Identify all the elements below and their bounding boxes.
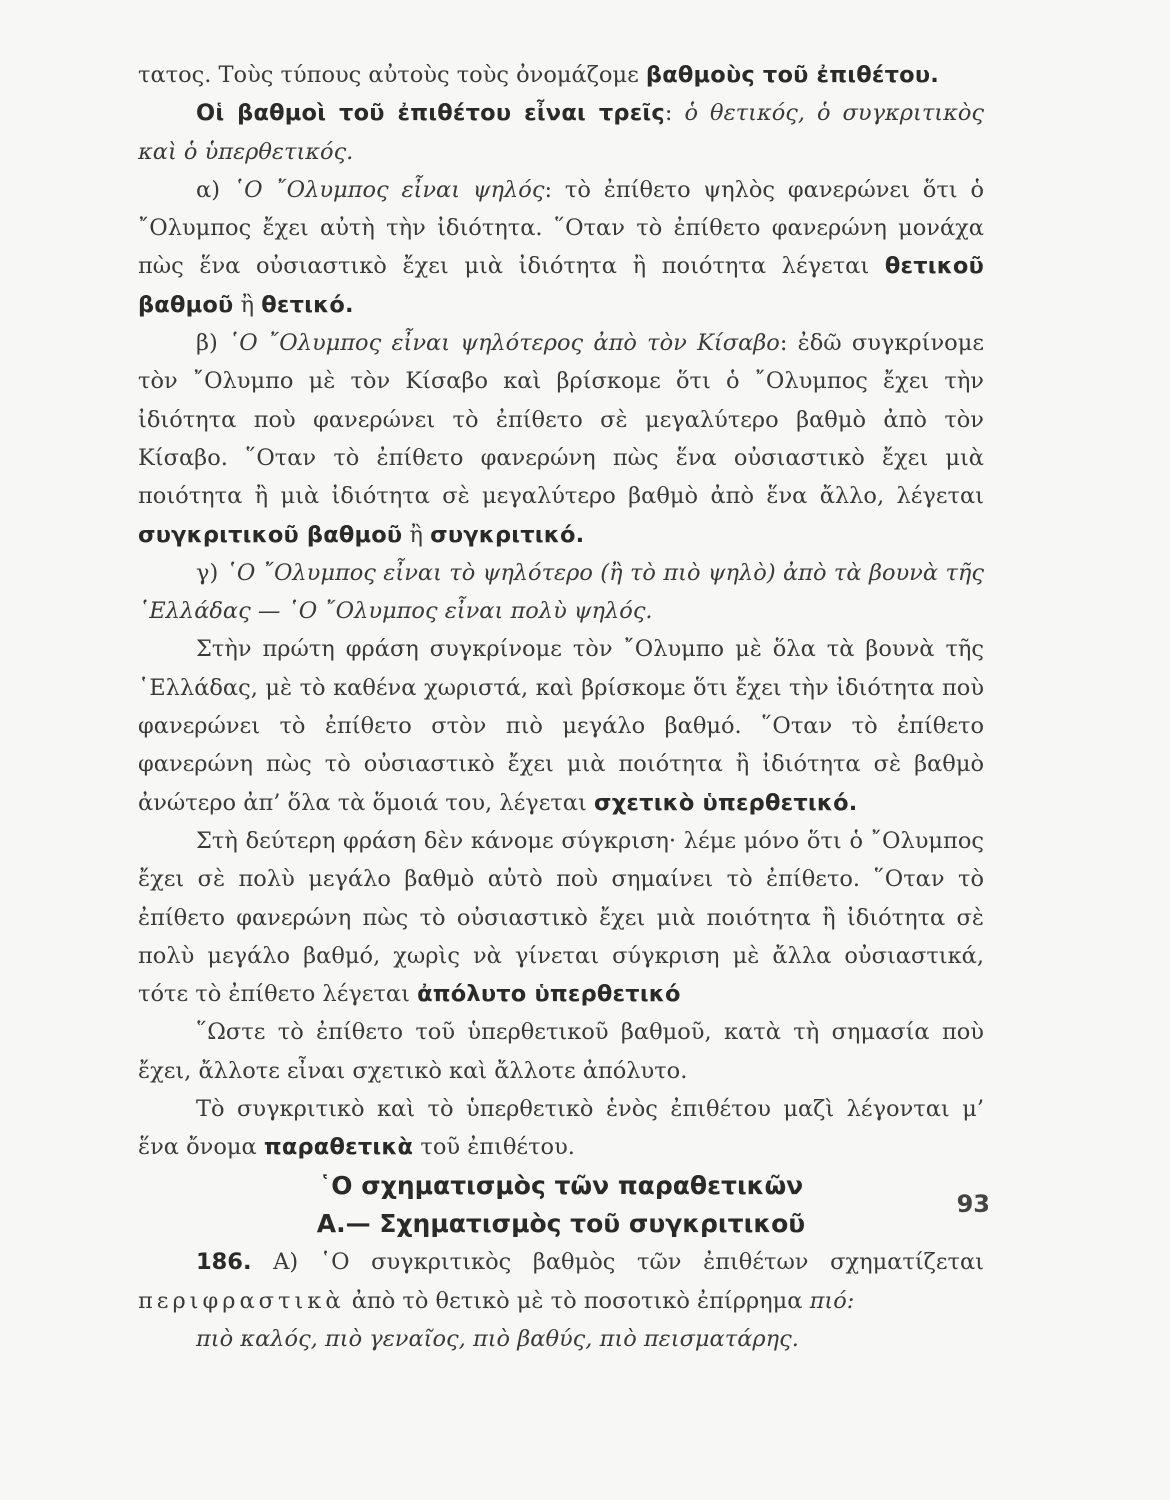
italic-example: πιὸ καλός, πιὸ γεναῖος, πιὸ βαθύς, πιὸ πεισματάρης. (196, 1325, 799, 1352)
text-span: α) (196, 176, 233, 203)
paragraph-6 (138, 822, 984, 1013)
paragraph-5 (138, 630, 984, 821)
bold-term: βαθμοὺς τοῦ ἐπιθέτου. (645, 62, 939, 88)
text-span: Στὴ δεύτερη φράση δὲν κάνομε σύγκριση· λέμε μόνο ὅτι ὁ ῎Ολυμπος ἔχει σὲ πολὺ μεγάλο βαθμὸ αὐτὸ ποὺ σημαίνει τὸ ἐπίθετο. ῞Οταν τὸ ἐπίθετο φανερώνη πὼς τὸ οὐσιαστικὸ ἔχει μιὰ ποιότητα ἢ ἰδιότητα σὲ πολὺ μεγάλο βαθμό, χωρὶς νὰ γίνεται σύγκριση μὲ ἄλλα οὐσιαστικά, τότε τὸ ἐπίθετο λέγεται (138, 827, 984, 1008)
paragraph-0 (138, 56, 984, 94)
paragraph-2 (138, 171, 984, 324)
paragraph-1 (138, 94, 984, 171)
paragraph-7 (138, 1013, 984, 1090)
text-span: Τὸ συγκριτικὸ καὶ τὸ ὑπερθετικὸ ἑνὸς ἐπιθέτου μαζὶ λέγονται μ’ ἕνα ὄνομα (138, 1096, 984, 1161)
text-span: τατος. Τοὺς τύπους αὐτοὺς τοὺς ὀνομάζομε (138, 62, 646, 88)
bold-term: παραθετικὰ (263, 1134, 414, 1161)
text-span: : (664, 100, 685, 127)
spaced-term: περιφραστικὰ (138, 1287, 345, 1314)
paragraph-4 (138, 554, 984, 631)
text-span: : τὸ ἐπίθετο ψηλὸς φανερώνει ὅτι ὁ ῎Ολυμπος ἔχει αὐτὴ τὴν ἰδιότητα. ῞Οταν τὸ ἐπίθετο φανερώνη μονάχα πὼς ἕνα οὐσιαστικὸ ἔχει μιὰ ἰδιότητα ἢ ποιότητα λέγεται (138, 176, 985, 280)
text-span: : ἐδῶ συγκρίνομε τὸν ῎Ολυμπο μὲ τὸν Κίσαβο καὶ βρίσκομε ὅτι ὁ ῎Ολυμπος ἔχει τὴν ἰδιότητα ποὺ φανερώνει τὸ ἐπίθετο σὲ μεγαλύτερο βαθμὸ ἀπὸ τὸν Κίσαβο. ῞Οταν τὸ ἐπίθετο φανερώνη πὼς ἕνα οὐσιαστικὸ ἔχει μιὰ ποιότητα ἢ μιὰ ἰδιότητα σὲ μεγαλύτερο βαθμὸ ἀπὸ ἕνα ἄλλο, λέγεται (138, 330, 984, 510)
examples-line (138, 1320, 984, 1358)
bold-term: Οἱ βαθμοὶ τοῦ ἐπιθέτου εἶναι τρεῖς (196, 100, 665, 127)
text-span: ἢ (233, 291, 262, 318)
paragraph-8 (138, 1090, 984, 1167)
text-span: ῞Ωστε τὸ ἐπίθετο τοῦ ὑπερθετικοῦ βαθμοῦ, κατὰ τὴ σημασία ποὺ ἔχει, ἄλλοτε εἶναι σχετικὸ καὶ ἄλλοτε ἀπόλυτο. (138, 1019, 984, 1084)
italic-example: ῾Ο ῎Ολυμπος εἶναι ψηλότερος ἀπὸ τὸν Κίσαβο (228, 330, 780, 357)
page-number: 93 (956, 1190, 990, 1218)
bold-term: συγκριτικό. (430, 521, 585, 548)
italic-text: πιό: (809, 1287, 855, 1314)
text-span: Α) ῾Ο συγκριτικὸς βαθμὸς τῶν ἐπιθέτων σχηματίζεται (251, 1249, 984, 1276)
text-span: β) (196, 330, 229, 357)
paragraph-number: 186. (196, 1249, 252, 1276)
text-span: τοῦ ἐπιθέτου. (413, 1134, 575, 1161)
paragraph-3 (138, 324, 984, 554)
text-span: ἢ (402, 521, 431, 548)
body-text (138, 56, 984, 1358)
italic-text: ὁ θετικός, ὁ συγκριτικὸς καὶ ὁ ὑπερθετικός. (138, 100, 985, 165)
italic-example: ῾Ο ῎Ολυμπος εἶναι ψηλός (232, 176, 545, 203)
bold-term: θετικοῦ βαθμοῦ (138, 253, 984, 318)
paragraph-186 (138, 1243, 984, 1320)
text-span: ἀπὸ τὸ θετικὸ μὲ τὸ ποσοτικὸ ἐπίρρημα (344, 1287, 810, 1314)
bold-term: σχετικὸ ὑπερθετικό. (593, 789, 858, 816)
bold-term: ἀπόλυτο ὑπερθετικό (417, 981, 681, 1008)
text-span: γ) (196, 559, 226, 586)
bold-term: θετικό. (261, 291, 354, 318)
subsection-heading: Α.— Σχηματισμὸς τοῦ συγκριτικοῦ (316, 1208, 806, 1238)
bold-term: συγκριτικοῦ βαθμοῦ (138, 521, 403, 548)
section-heading: ῾Ο σχηματισμὸς τῶν παραθετικῶν (318, 1170, 804, 1200)
text-span: Στὴν πρώτη φράση συγκρίνομε τὸν ῎Ολυμπο μὲ ὅλα τὰ βουνὰ τῆς ῾Ελλάδας, μὲ τὸ καθένα χωριστά, καὶ βρίσκομε ὅτι ἔχει τὴν ἰδιότητα ποὺ φανερώνει τὸ ἐπίθετο στὸν πιὸ μεγάλο βαθμό. ῞Οταν τὸ ἐπίθετο φανερώνη πὼς τὸ οὐσιαστικὸ ἔχει μιὰ ποιότητα ἢ ἰδιότητα σὲ βαθμὸ ἀνώτερο ἀπ’ ὅλα τὰ ὅμοιά του, λέγεται (138, 636, 984, 816)
italic-example: ῾Ο ῎Ολυμπος εἶναι τὸ ψηλότερο (ἢ τὸ πιὸ ψηλὸ) ἀπὸ τὰ βουνὰ τῆς ῾Ελλάδας — ῾Ο ῎Ολυμπος εἶναι πολὺ ψηλός. (138, 559, 984, 625)
